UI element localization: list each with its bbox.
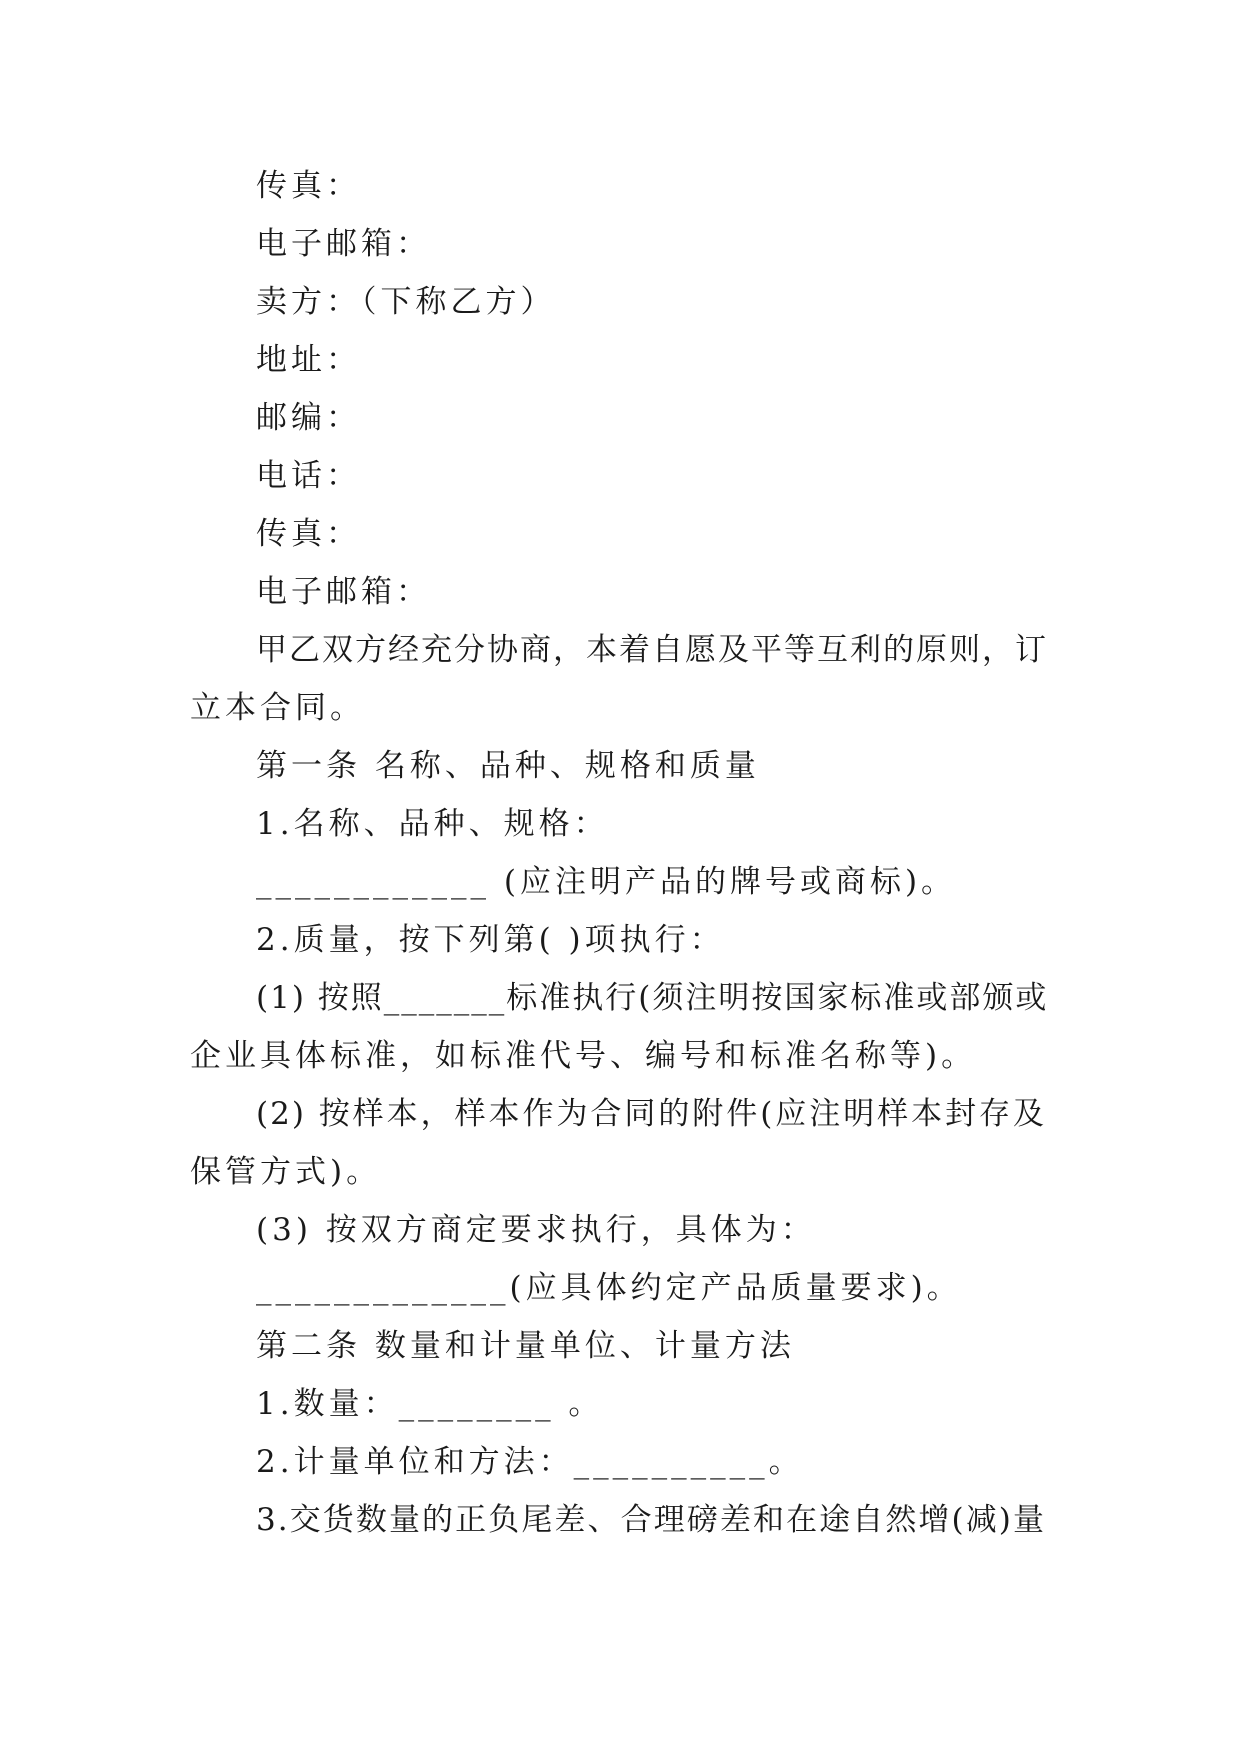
preamble-line-2: 立本合同。 — [190, 690, 365, 726]
quality-option-3: (3) 按双方商定要求执行，具体为： — [256, 1212, 816, 1248]
article-2-item-3: 3.交货数量的正负尾差、合理磅差和在途自然增(减)量 — [256, 1502, 1046, 1538]
quality-option-1-line-1: (1) 按照_______标准执行(须注明按国家标准或部颁或 — [256, 980, 1049, 1016]
buyer-email-label: 电子邮箱： — [256, 226, 431, 262]
seller-heading: 卖方：（下称乙方） — [256, 284, 556, 320]
seller-address-label: 地址： — [256, 342, 361, 378]
seller-phone-label: 电话： — [256, 458, 361, 494]
quality-option-3-blank: _____________(应具体约定产品质量要求)。 — [256, 1270, 962, 1306]
article-1-item-1-blank: ____________ (应注明产品的牌号或商标)。 — [256, 864, 957, 900]
buyer-fax-label: 传真： — [256, 168, 361, 204]
seller-email-label: 电子邮箱： — [256, 574, 431, 610]
quality-option-1-line-2: 企业具体标准，如标准代号、编号和标准名称等)。 — [190, 1038, 977, 1074]
quality-option-2-line-1: (2) 按样本，样本作为合同的附件(应注明样本封存及 — [256, 1096, 1046, 1132]
preamble-line-1: 甲乙双方经充分协商，本着自愿及平等互利的原则，订 — [256, 632, 1048, 668]
article-1-item-1: 1.名称、品种、规格： — [256, 806, 609, 842]
article-2-item-1: 1.数量：________ 。 — [256, 1386, 604, 1422]
seller-postcode-label: 邮编： — [256, 400, 361, 436]
quality-option-2-line-2: 保管方式)。 — [190, 1154, 382, 1190]
article-2-heading: 第二条 数量和计量单位、计量方法 — [256, 1328, 795, 1364]
seller-fax-label: 传真： — [256, 516, 361, 552]
article-1-item-2: 2.质量，按下列第( )项执行： — [256, 922, 725, 958]
article-1-heading: 第一条 名称、品种、规格和质量 — [256, 748, 760, 784]
article-2-item-2: 2.计量单位和方法：__________。 — [256, 1444, 804, 1480]
